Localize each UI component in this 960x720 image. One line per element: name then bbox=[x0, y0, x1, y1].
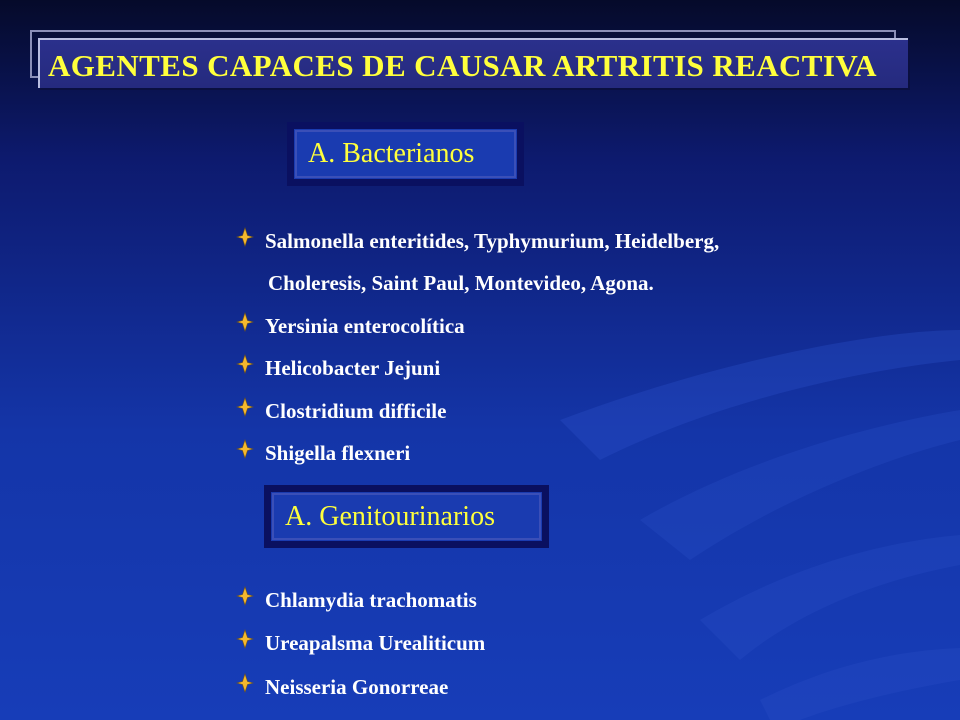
four-point-star-bullet-icon bbox=[236, 439, 254, 459]
list-item bbox=[236, 438, 410, 468]
list-item-text: Shigella flexneri bbox=[265, 441, 411, 465]
four-point-star-bullet-icon bbox=[236, 629, 254, 649]
list-item bbox=[236, 585, 477, 615]
list-item bbox=[236, 628, 485, 658]
list-item-text: Ureapalsma Urealiticum bbox=[265, 631, 486, 655]
four-point-star-bullet-icon bbox=[236, 397, 254, 417]
four-point-star-bullet-icon bbox=[236, 673, 254, 693]
list-item-text: Neisseria Gonorreae bbox=[265, 675, 449, 699]
four-point-star-bullet-icon bbox=[236, 312, 254, 332]
section-heading-bacterianos: A. Bacterianos bbox=[287, 122, 524, 186]
list-item-text: Choleresis, Saint Paul, Montevideo, Agona. bbox=[268, 271, 654, 295]
list-item-text: Salmonella enteritides, Typhymurium, Heidelberg, bbox=[265, 229, 720, 253]
slide-title: AGENTES CAPACES DE CAUSAR ARTRITIS REACTIVA bbox=[48, 48, 877, 83]
four-point-star-bullet-icon bbox=[236, 227, 254, 247]
section-heading-genitourinarios: A. Genitourinarios bbox=[264, 485, 549, 548]
list-item bbox=[236, 311, 465, 341]
list-item bbox=[236, 226, 719, 256]
list-item bbox=[236, 353, 440, 383]
list-item bbox=[236, 672, 448, 702]
list-item-text: Helicobacter Jejuni bbox=[265, 356, 441, 380]
four-point-star-bullet-icon bbox=[236, 586, 254, 606]
list-item-text: Clostridium difficile bbox=[265, 399, 447, 423]
list-item-text: Chlamydia trachomatis bbox=[265, 588, 477, 612]
list-item bbox=[236, 396, 446, 426]
list-item-text: Yersinia enterocolítica bbox=[265, 314, 465, 338]
list-item-continuation bbox=[268, 268, 654, 298]
four-point-star-bullet-icon bbox=[236, 354, 254, 374]
